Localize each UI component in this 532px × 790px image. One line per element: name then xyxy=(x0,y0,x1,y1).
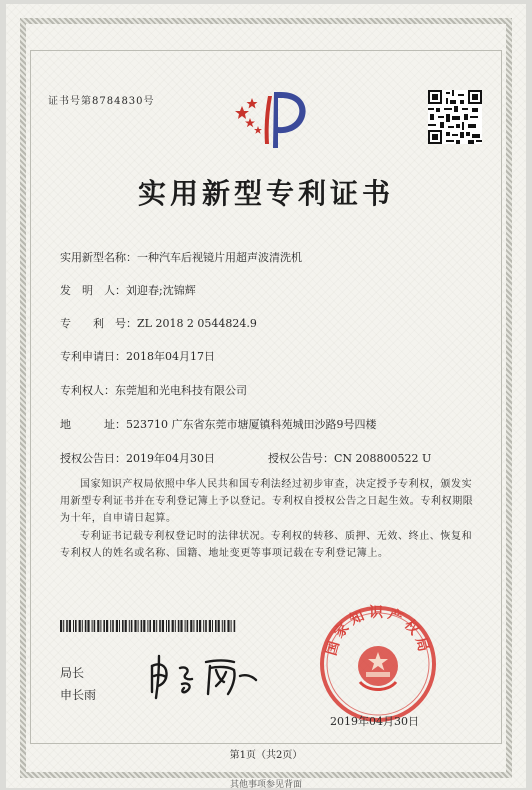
body-paragraph-2: 专利证书记载专利权登记时的法律状况。专利权的转移、质押、无效、终止、恢复和专利权人的姓名或名称、国籍、地址变更等事项记载在专利登记簿上。 xyxy=(60,531,473,559)
barcode-bar xyxy=(227,620,229,632)
barcode-bar xyxy=(85,620,87,632)
barcode-bar xyxy=(175,620,176,632)
barcode-bar xyxy=(190,620,192,632)
field-value: CN 208800522 U xyxy=(334,452,432,465)
barcode-bar xyxy=(119,620,120,632)
barcode-bar xyxy=(131,620,133,632)
barcode-bar xyxy=(147,620,148,632)
barcode-bar xyxy=(218,620,220,632)
barcode-bar xyxy=(60,620,62,632)
barcode-bar xyxy=(187,620,189,632)
field-label: 授权公告日： xyxy=(60,452,126,465)
director-title: 局长 xyxy=(60,666,85,680)
field-value: 东莞旭和光电科技有限公司 xyxy=(115,384,247,397)
barcode-bar xyxy=(82,620,83,632)
barcode-bar xyxy=(66,620,68,632)
barcode-bar xyxy=(73,620,74,632)
barcode-bar xyxy=(222,620,223,632)
barcode-bar xyxy=(103,620,105,632)
page-number: 第1页（共2页） xyxy=(229,750,303,761)
qr-code-icon xyxy=(428,90,482,144)
barcode-bar xyxy=(100,620,101,632)
field-grant-date xyxy=(60,450,215,466)
barcode-bar xyxy=(110,620,111,632)
barcode-bar xyxy=(162,620,164,632)
barcode-bar xyxy=(69,620,71,632)
field-label: 地 址： xyxy=(60,418,126,431)
official-seal xyxy=(316,602,440,726)
barcode-bar xyxy=(79,620,81,632)
field-value: 2019年04月30日 xyxy=(126,452,215,465)
barcode-bar xyxy=(224,620,226,632)
field-address xyxy=(60,416,377,432)
barcode-bar xyxy=(87,620,89,632)
barcode-bar xyxy=(141,620,143,632)
barcode-icon xyxy=(60,620,238,632)
field-patentee xyxy=(60,382,247,398)
barcode-bar xyxy=(94,620,96,632)
field-label: 授权公告号： xyxy=(268,452,334,465)
field-inventor xyxy=(60,282,196,298)
seal-text: 国家知识产权局 xyxy=(323,605,433,658)
barcode-bar xyxy=(153,620,155,632)
field-label: 专利申请日： xyxy=(60,350,126,363)
barcode-bar xyxy=(106,620,108,632)
barcode-bar xyxy=(231,620,232,632)
field-utility-model-name xyxy=(60,249,302,265)
footer-note: 其他事项参见背面 xyxy=(229,780,302,790)
field-value: 一种汽车后视镜片用超声波清洗机 xyxy=(137,251,302,264)
barcode-bar xyxy=(125,620,127,632)
barcode-bar xyxy=(209,620,211,632)
barcode-bar xyxy=(185,620,186,632)
field-patent-number xyxy=(60,315,257,331)
barcode-bar xyxy=(134,620,136,632)
barcode-bar xyxy=(63,620,64,632)
field-label: 专利权人： xyxy=(60,384,115,397)
certificate-title: 实用新型专利证书 xyxy=(137,177,394,210)
barcode-bar xyxy=(199,620,201,632)
barcode-bar xyxy=(178,620,180,632)
barcode-bar xyxy=(143,620,145,632)
body-paragraph-1: 国家知识产权局依照中华人民共和国专利法经过初步审查，决定授予专利权，颁发实用新型专利证书并在专利登记簿上予以登记。专利权自授权公告之日起生效。专利权期限为十年，自申请日起算。 xyxy=(60,479,474,524)
barcode-bar xyxy=(168,620,170,632)
barcode-bar xyxy=(97,620,99,632)
field-value: 刘迎春;沈锦辉 xyxy=(126,284,196,297)
field-value: 523710 广东省东莞市塘厦镇科苑城田沙路9号四楼 xyxy=(126,418,377,431)
field-label: 发 明 人： xyxy=(60,284,126,297)
barcode-bar xyxy=(149,620,151,632)
barcode-bar xyxy=(92,620,93,632)
field-value: ZL 2018 2 0544824.9 xyxy=(137,317,257,330)
barcode-bar xyxy=(203,620,204,632)
barcode-bar xyxy=(159,620,161,632)
barcode-bar xyxy=(166,620,167,632)
barcode-bar xyxy=(196,620,198,632)
field-filing-date xyxy=(60,348,215,364)
signature-image xyxy=(144,652,264,702)
barcode-bar xyxy=(156,620,157,632)
barcode-bar xyxy=(180,620,182,632)
seal-date: 2019年04月30日 xyxy=(330,715,419,728)
barcode-bar xyxy=(129,620,130,632)
barcode-bar xyxy=(172,620,174,632)
barcode-bar xyxy=(234,620,236,632)
barcode-bar xyxy=(193,620,194,632)
barcode-bar xyxy=(212,620,213,632)
director-name: 申长雨 xyxy=(60,688,97,702)
barcode-bar xyxy=(75,620,77,632)
barcode-bar xyxy=(215,620,217,632)
field-label: 实用新型名称： xyxy=(60,251,137,264)
barcode-bar xyxy=(122,620,124,632)
field-value: 2018年04月17日 xyxy=(126,350,215,363)
field-grant-number xyxy=(268,450,431,466)
barcode-bar xyxy=(138,620,139,632)
cnipa-logo-icon xyxy=(228,78,312,152)
certificate-number: 证书号第8784830号 xyxy=(48,96,155,107)
barcode-bar xyxy=(205,620,207,632)
barcode-bar xyxy=(112,620,114,632)
field-label: 专 利 号： xyxy=(60,317,137,330)
barcode-bar xyxy=(116,620,118,632)
